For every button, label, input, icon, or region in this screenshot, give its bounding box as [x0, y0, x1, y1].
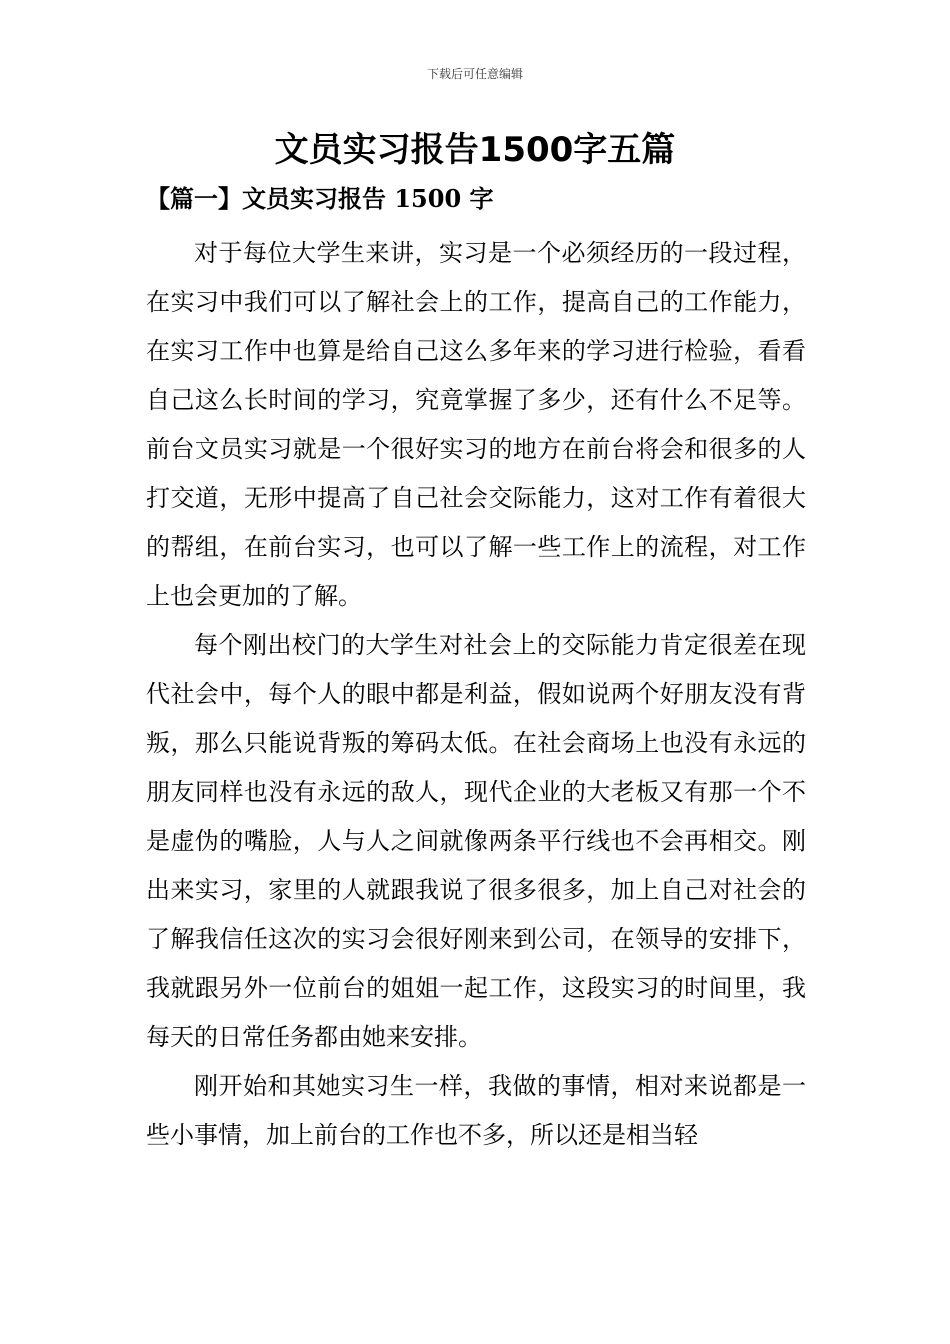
header-note: 下载后可任意编辑 [426, 67, 523, 81]
paragraph: 对于每位大学生来讲，实习是一个必须经历的一段过程，在实习中我们可以了解社会上的工作，提高自己的工作能力，在实习工作中也算是给自己这么多年来的学习进行检验，看看自己这么长时间的学习，究竟掌握了多少，还有什么不足等。前台文员实习就是一个很好实习的地方在前台将会和很多的人打交道，无形中提高了自己社会交际能力，这对工作有着很大的帮组，在前台实习，也可以了解一些工作上的流程，对工作上也会更加的了解。 [146, 239, 806, 610]
body-text [146, 229, 806, 1160]
paragraph: 刚开始和其她实习生一样，我做的事情，相对来说都是一些小事情，加上前台的工作也不多，所以还是相当轻 [146, 1072, 806, 1149]
section-heading: 【篇一】文员实习报告 1500 字 [146, 184, 494, 213]
document-title: 文员实习报告1500字五篇 [274, 130, 676, 170]
paragraph: 每个刚出校门的大学生对社会上的交际能力肯定很差在现代社会中，每个人的眼中都是利益，假如说两个好朋友没有背叛，那么只能说背叛的筹码太低。在社会商场上也没有永远的朋友同样也没有永远的敌人，现代企业的大老板又有那一个不是虚伪的嘴脸，人与人之间就像两条平行线也不会再相交。刚出来实习，家里的人就跟我说了很多很多，加上自己对社会的了解我信任这次的实习会很好刚来到公司，在领导的安排下，我就跟另外一位前台的姐姐一起工作，这段实习的时间里，我每天的日常任务都由她来安排。 [146, 631, 806, 1051]
